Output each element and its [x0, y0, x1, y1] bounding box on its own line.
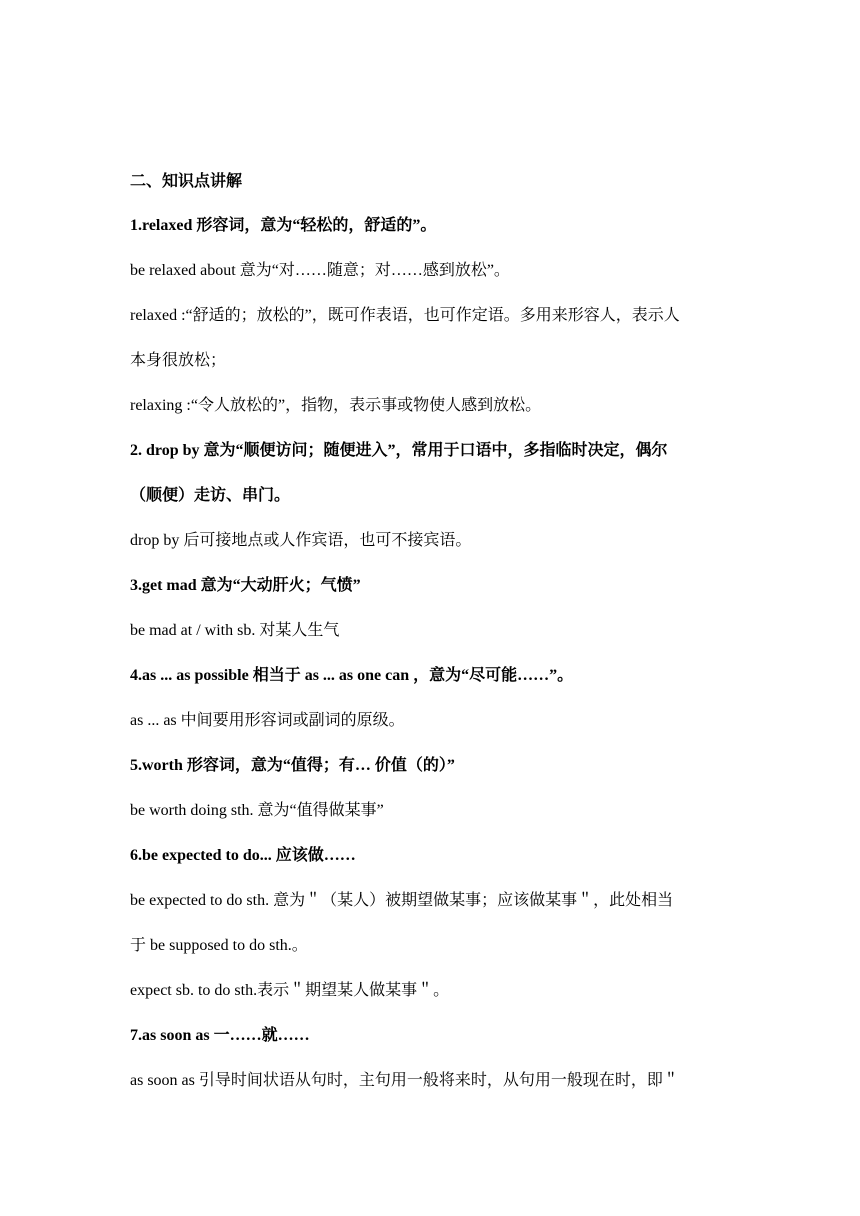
point-4-line-1: as ... as 中间要用形容词或副词的原级。 [130, 712, 405, 729]
point-7-heading: 7.as soon as 一……就…… [130, 1027, 310, 1044]
section-title: 二、知识点讲解 [130, 171, 243, 190]
point-3-line-1: be mad at / with sb. 对某人生气 [130, 622, 340, 639]
point-7-line-1: as soon as 引导时间状语从句时，主句用一般将来时，从句用一般现在时，即＂ [130, 1072, 679, 1089]
point-1-line-3: 本身很放松； [130, 352, 227, 369]
point-1-heading: 1.relaxed 形容词，意为“轻松的，舒适的”。 [130, 217, 437, 234]
point-5-line-1: be worth doing sth. 意为“值得做某事” [130, 802, 384, 819]
point-6-line-3: expect sb. to do sth.表示＂期望某人做某事＂。 [130, 982, 450, 999]
document-body [130, 158, 740, 1103]
point-6-line-2: 于 be supposed to do sth.。 [130, 937, 308, 954]
point-2-heading-cont: （顺便）走访、串门。 [130, 487, 291, 504]
point-2-heading: 2. drop by 意为“顺便访问；随便进入”，常用于口语中，多指临时决定，偶尔 [130, 442, 668, 459]
point-6-heading: 6.be expected to do... 应该做…… [130, 847, 356, 864]
point-1-line-1: be relaxed about 意为“对……随意；对……感到放松”。 [130, 262, 510, 279]
point-4-heading: 4.as ... as possible 相当于 as ... as one can ，意为“尽可能……”。 [130, 667, 574, 684]
point-1-line-4: relaxing :“令人放松的”，指物，表示事或物使人感到放松。 [130, 397, 542, 414]
point-1-line-2: relaxed :“舒适的；放松的”，既可作表语，也可作定语。多用来形容人，表示人 [130, 307, 680, 324]
point-2-line-1: drop by 后可接地点或人作宾语，也可不接宾语。 [130, 532, 472, 549]
point-6-line-1: be expected to do sth. 意为＂（某人）被期望做某事；应该做某事＂，此处相当 [130, 892, 674, 909]
point-3-heading: 3.get mad 意为“大动肝火；气愤” [130, 577, 361, 594]
point-5-heading: 5.worth 形容词，意为“值得；有… 价值（的）” [130, 757, 455, 774]
